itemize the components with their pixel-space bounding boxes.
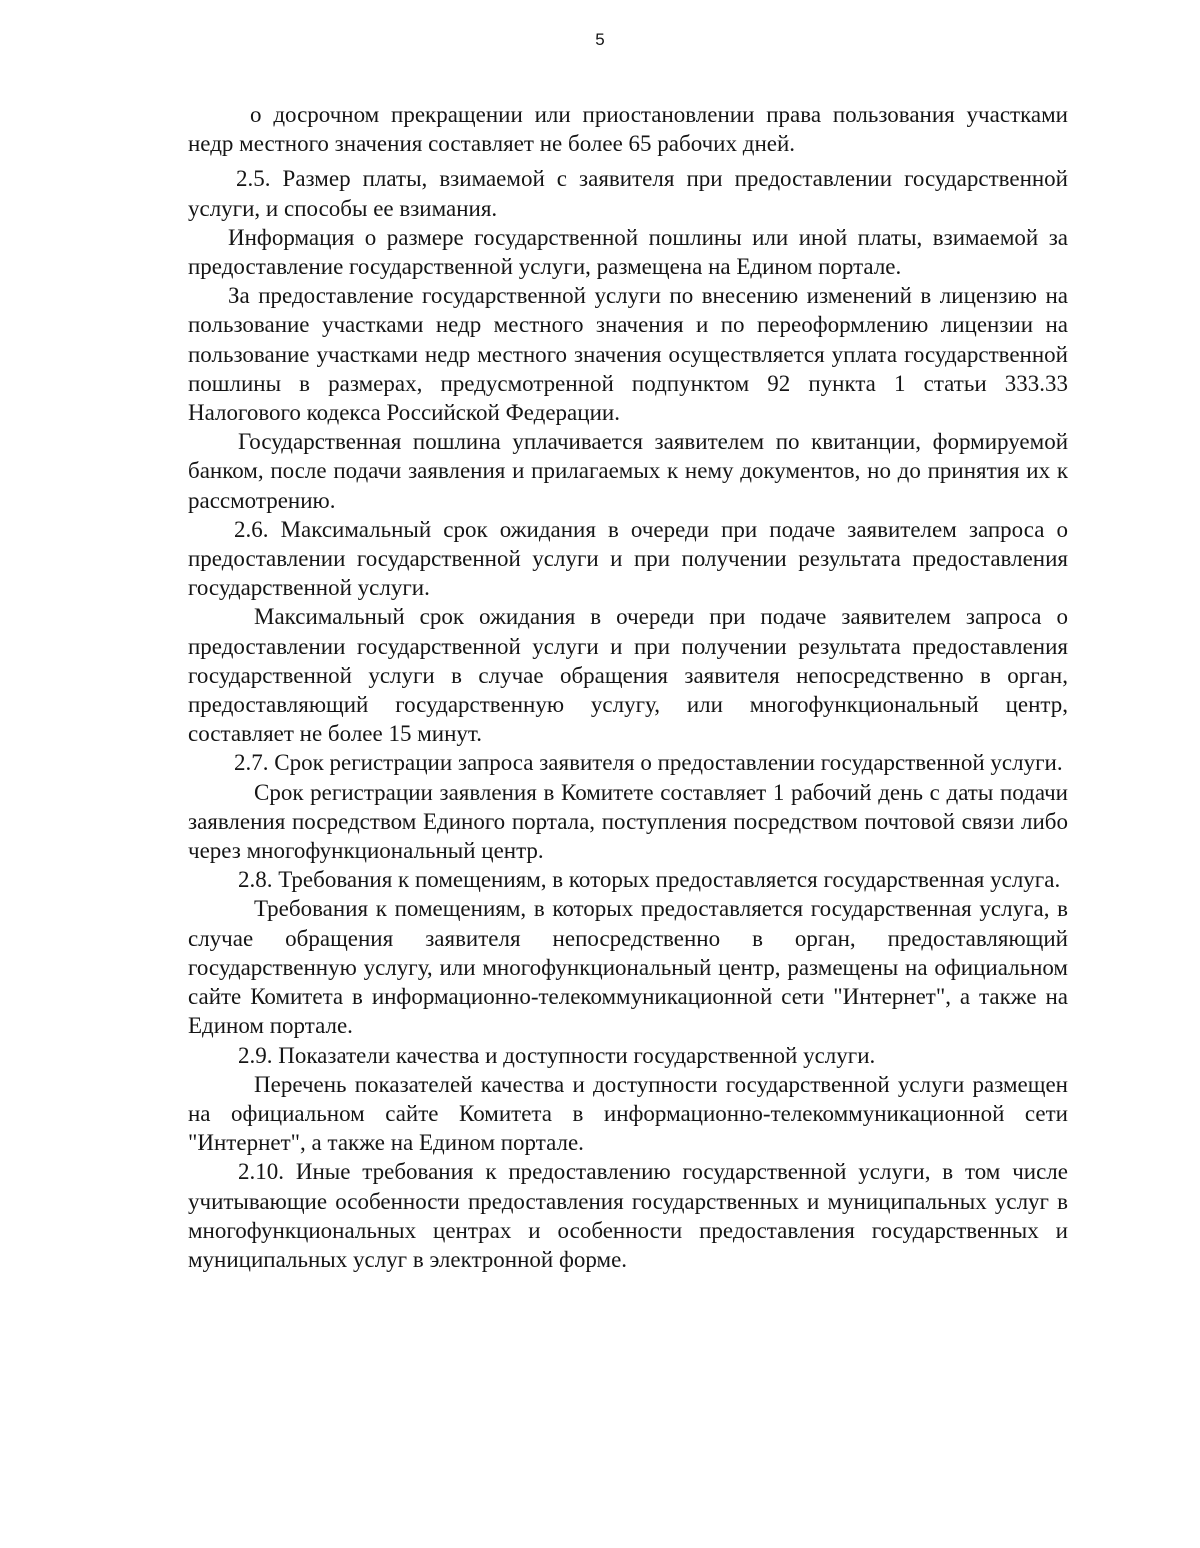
- paragraph-section-2-9-heading: 2.9. Показатели качества и доступности государственной услуги.: [238, 1042, 876, 1068]
- paragraph-section-2-6-heading: 2.6. Максимальный срок ожидания в очереди при подаче заявителем запроса о предоставлении государственной услуги и при получении результата предоставления государственной услуги.: [188, 516, 1068, 601]
- page-number: 5: [595, 30, 605, 49]
- paragraph-section-2-8-heading: 2.8. Требования к помещениям, в которых предоставляется государственная услуга.: [238, 867, 1061, 893]
- paragraph-duty-payment: Государственная пошлина уплачивается заявителем по квитанции, формируемой банком, после подачи заявления и прилагаемых к нему документов, но до принятия их к рассмотрению.: [188, 429, 1068, 513]
- paragraph-continuation: о досрочном прекращении или приостановлении права пользования участками недр местного значения составляет не более 65 рабочих дней.: [188, 102, 1068, 157]
- document-body: [188, 100, 1068, 1274]
- paragraph-fee-info: Информация о размере государственной пошлины или иной платы, взимаемой за предоставление государственной услуги, размещена на Едином портале.: [188, 224, 1068, 280]
- paragraph-section-2-5-heading: 2.5. Размер платы, взимаемой с заявителя при предоставлении государственной услуги, и способы ее взимания.: [188, 166, 1068, 221]
- paragraph-section-2-10-heading: 2.10. Иные требования к предоставлению государственной услуги, в том числе учитывающие особенности предоставления государственных и муниципальных услуг в многофункциональных центрах и особенности предоставления государственных и муниципальных услуг в электронной форме.: [188, 1159, 1068, 1272]
- paragraph-registration-term: Срок регистрации заявления в Комитете составляет 1 рабочий день с даты подачи заявления посредством Единого портала, поступления посредством почтовой связи либо через многофункциональный центр.: [188, 779, 1068, 864]
- paragraph-state-duty: За предоставление государственной услуги по внесению изменений в лицензию на пользование участками недр местного значения и по переоформлению лицензии на пользование участками недр местного значения осуществляется уплата государственной пошлины в размерах, предусмотренной подпунктом 92 пункта 1 статьи 333.33 Налогового кодекса Российской Федерации.: [188, 283, 1068, 426]
- paragraph-waiting-time: Максимальный срок ожидания в очереди при подаче заявителем запроса о предоставлении государственной услуги и при получении результата предоставления государственной услуги в случае обращения заявителя непосредственно в орган, предоставляющий государственную услугу, или многофункциональный центр, составляет не более 15 минут.: [188, 604, 1068, 747]
- paragraph-premises-requirements: Требования к помещениям, в которых предоставляется государственная услуга, в случае обращения заявителя непосредственно в орган, предоставляющий государственную услугу, или многофункциональный центр, размещены на официальном сайте Комитета в информационно-телекоммуникационной сети "Интернет", а также на Едином портале.: [188, 896, 1068, 1039]
- paragraph-section-2-7-heading: 2.7. Срок регистрации запроса заявителя о предоставлении государственной услуги.: [234, 750, 1063, 776]
- paragraph-quality-indicators: Перечень показателей качества и доступности государственной услуги размещен на официальном сайте Комитета в информационно-телекоммуникационной сети "Интернет", а также на Едином портале.: [188, 1071, 1068, 1156]
